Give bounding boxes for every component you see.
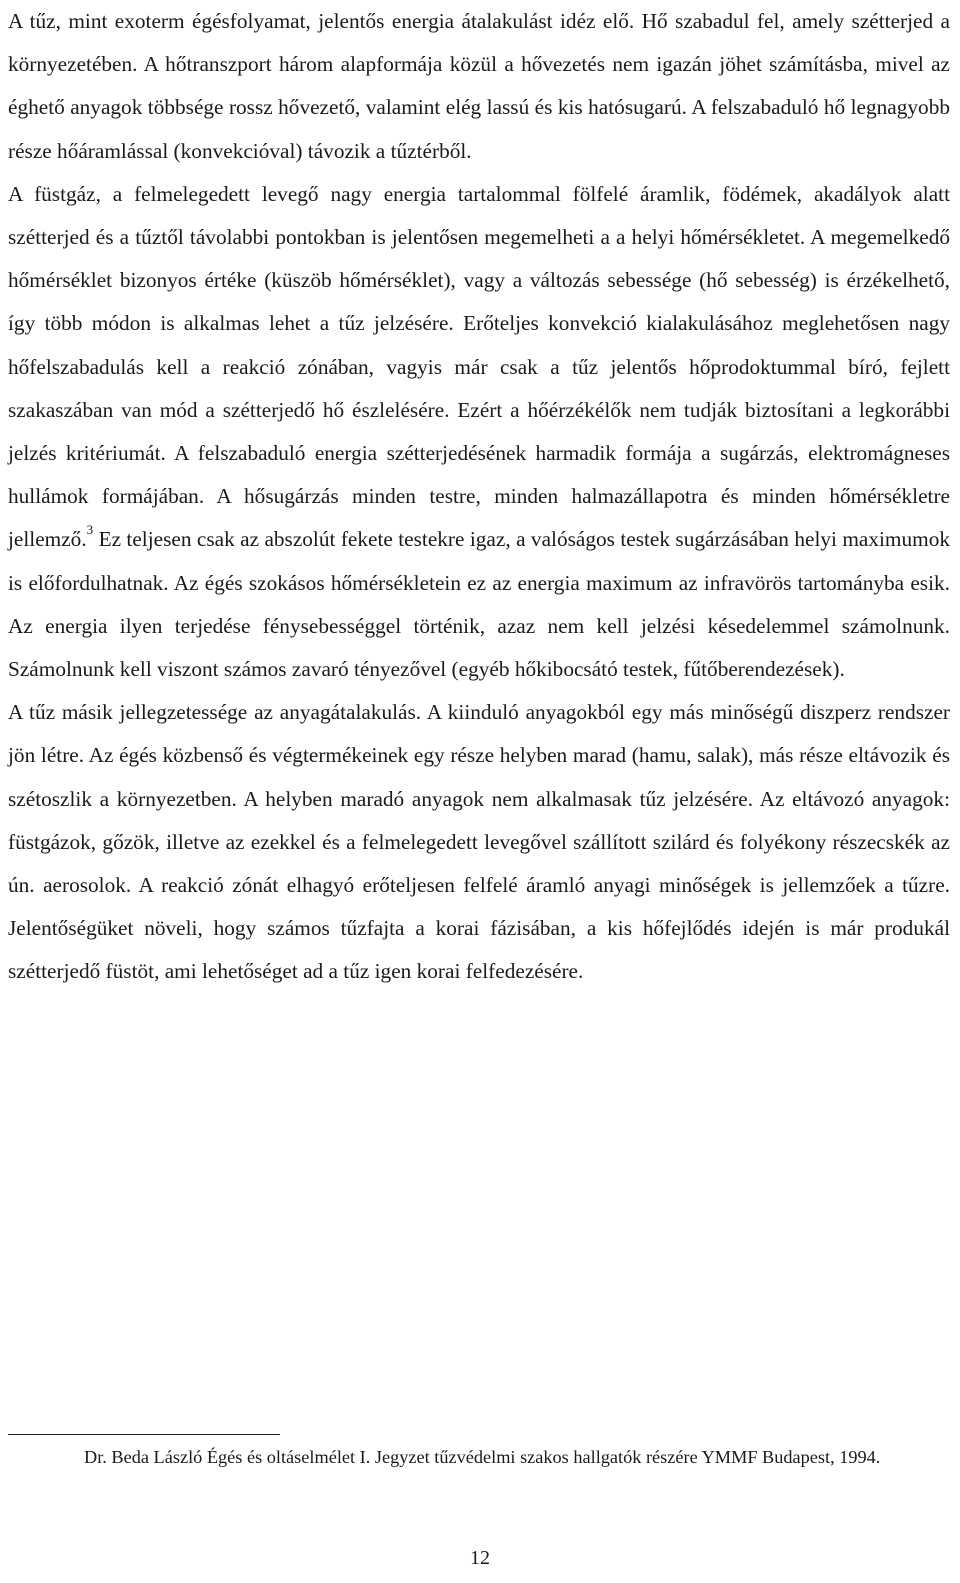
page-body <box>8 0 950 994</box>
paragraph-material-transformation: A tűz másik jellegzetessége az anyagátalakulás. A kiinduló anyagokból egy más minőségű diszperz rendszer jön létre. Az égés közbenső és végtermékeinek egy része helyben marad (hamu, salak), más része eltávozik és szétoszlik a környezetben. A helyben maradó anyagok nem alkalmasak tűz jelzésére. Az eltávozó anyagok: füstgázok, gőzök, illetve az ezekkel és a felmelegedett levegővel szállított szilárd és folyékony részecskék az ún. aerosolok. A reakció zónát elhagyó erőteljesen felfelé áramló anyagi minőségek is jellemzőek a tűzre. Jelentőségüket növeli, hogy számos tűzfajta a korai fázisában, a kis hőfejlődés idején is már produkál szétterjedő füstöt, ami lehetőséget ad a tűz igen korai felfedezésére. <box>8 700 950 984</box>
paragraph-text-after-footnote: Ez teljesen csak az abszolút fekete testekre igaz, a valóságos testek sugárzásában helyi maximumok is előfordulhatnak. Az égés szokásos hőmérsékletein ez az energia maximum az infravörös tartományba esik. Az energia ilyen terjedése fénysebességgel történik, azaz nem kell jelzési késedelemmel számolnunk. Számolnunk kell viszont számos zavaró tényezővel (egyéb hőkibocsátó testek, fűtőberendezések). <box>8 527 950 682</box>
footnote-divider <box>8 1434 280 1435</box>
paragraph-convection-radiation <box>8 173 950 691</box>
page-number: 12 <box>470 1547 490 1569</box>
footnote-reference: 3 <box>86 522 94 538</box>
paragraph-text-before-footnote: A füstgáz, a felmelegedett levegő nagy energia tartalommal fölfelé áramlik, födémek, akadályok alatt szétterjed és a tűztől távolabbi pontokban is jelentősen megemelheti a a helyi hőmérsékletet. A megemelkedő hőmérséklet bizonyos értéke (küszöb hőmérséklet), vagy a változás sebessége (hő sebesség) is érzékelhető, így több módon is alkalmas lehet a tűz jelzésére. Erőteljes konvekció kialakulásához meglehetősen nagy hőfelszabadulás kell a reakció zónában, vagyis már csak a tűz jelentős hőprodoktummal bíró, fejlett szakaszában van mód a szétterjedő hő észlelésére. Ezért a hőérzékélők nem tudják biztosítani a legkorábbi jelzés kritériumát. A felszabaduló energia szétterjedésének harmadik formája a sugárzás, elektromágneses hullámok formájában. A hősugárzás minden testre, minden halmazállapotra és minden hőmérsékletre jellemző. <box>8 181 950 552</box>
footnote-text: Dr. Beda László Égés és oltáselmélet I. Jegyzet tűzvédelmi szakos hallgatók részére YMMF Budapest, 1994. <box>84 1447 881 1467</box>
paragraph-heat-release: A tűz, mint exoterm égésfolyamat, jelentős energia átalakulást idéz elő. Hő szabadul fel, amely szétterjed a környezetében. A hőtranszport három alapformája közül a hővezetés nem igazán jöhet számításba, mivel az éghető anyagok többsége rossz hővezető, valamint elég lassú és kis hatósugarú. A felszabaduló hő legnagyobb része hőáramlással (konvekcióval) távozik a tűztérből. <box>8 9 950 163</box>
